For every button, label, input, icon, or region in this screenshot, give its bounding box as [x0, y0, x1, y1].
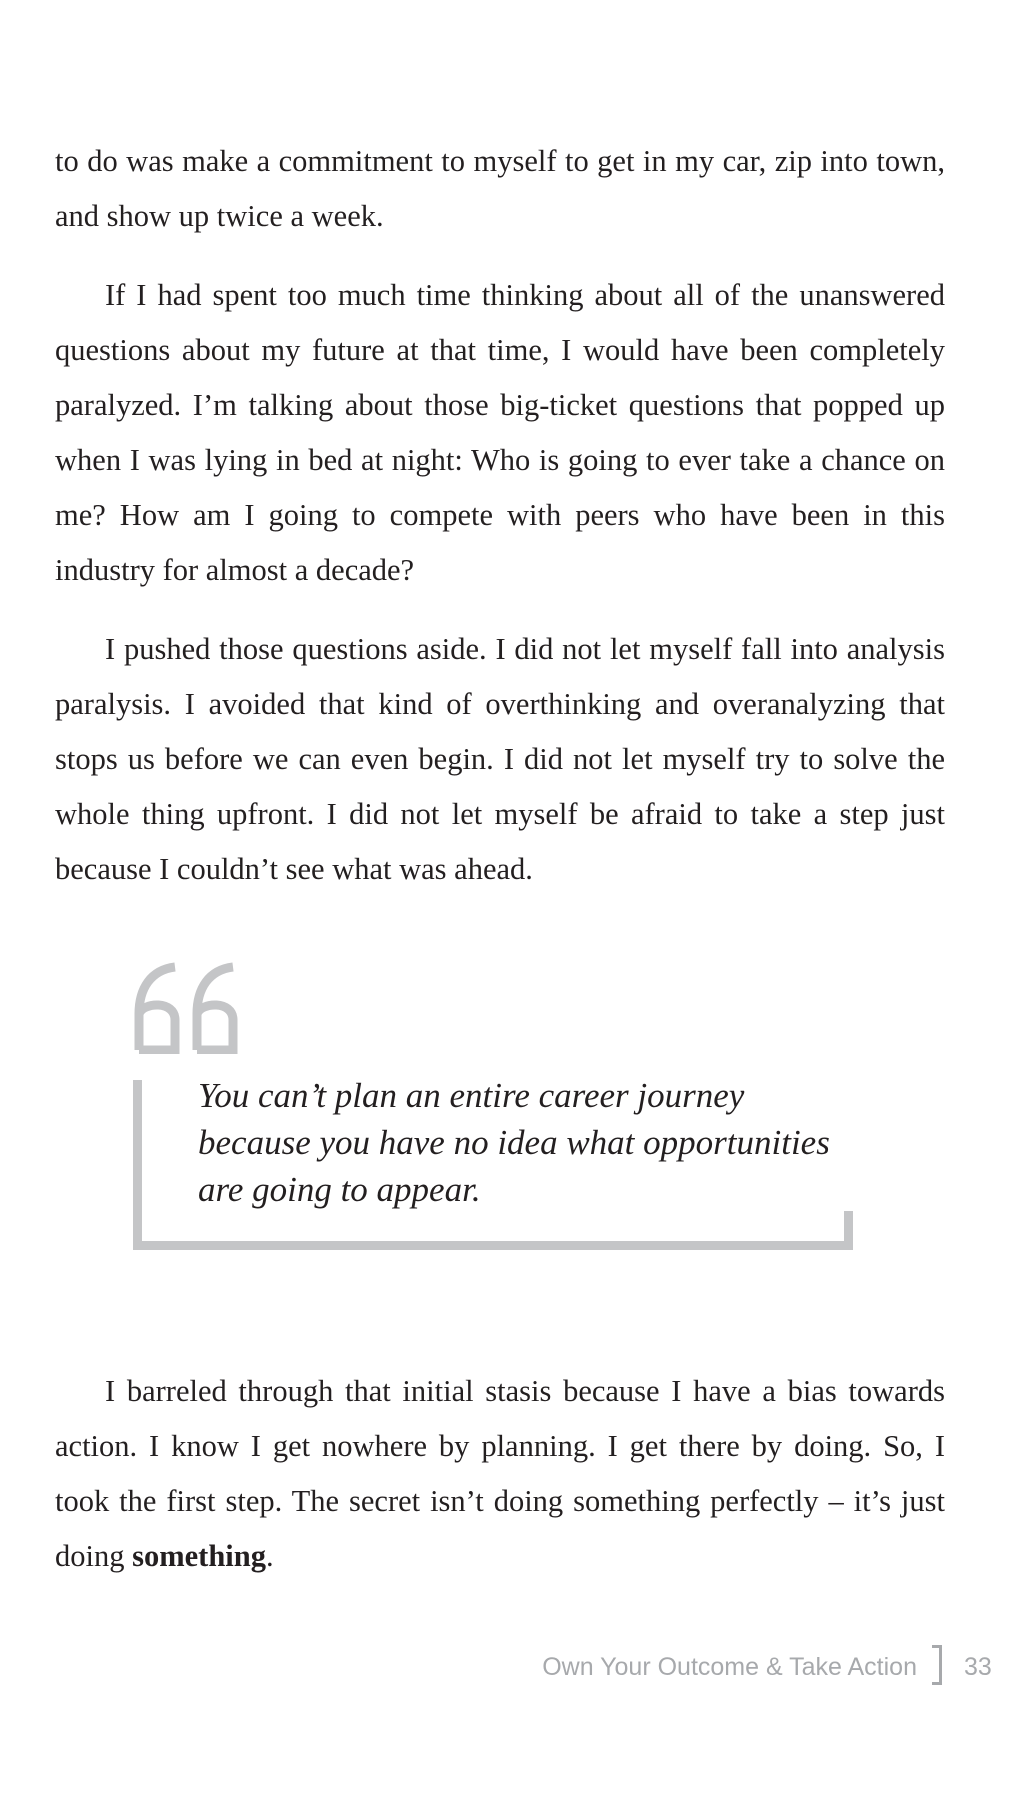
pull-quote [133, 962, 853, 1262]
emphasis-text: something [132, 1539, 266, 1573]
body-text: I barreled through that initial stasis because I have a bias towards action. I know I get nowhere by planning. I get there by doing. So, I took the first step. The secret isn’t doing something perfectly – it’s just doing [55, 1374, 945, 1573]
body-text-end: . [265, 1539, 274, 1573]
running-title: Own Your Outcome & Take Action [542, 1653, 917, 1681]
quote-bracket-right [844, 1211, 853, 1250]
quote-bracket-bottom [133, 1241, 853, 1250]
body-paragraph: I pushed those questions aside. I did not let myself fall into analysis paralysis. I avoided that kind of overthinking and overanalyzing that stops us before we can even begin. I did not let myself try to solve the whole thing upfront. I did not let myself be afraid to take a step just because I couldn’t see what was ahead. [55, 632, 945, 886]
pull-quote-text: You can’t plan an entire career journey because you have no idea what opportunities are going to appear. [198, 1076, 830, 1209]
quote-bracket-left [133, 1080, 142, 1250]
page-footer [0, 1645, 1010, 1695]
body-paragraph [55, 1364, 945, 1584]
body-paragraph: to do was make a commitment to myself to get in my car, zip into town, and show up twice a week. [55, 144, 945, 233]
quotation-mark-icon [133, 962, 245, 1054]
page-number: 33 [964, 1653, 992, 1681]
footer-divider [932, 1645, 942, 1685]
body-paragraph: If I had spent too much time thinking about all of the unanswered questions about my future at that time, I would have been completely paralyzed. I’m talking about those big-ticket questions that popped up when I was lying in bed at night: Who is going to ever take a chance on me? How am I going to compete with peers who have been in this industry for almost a decade? [55, 278, 945, 587]
